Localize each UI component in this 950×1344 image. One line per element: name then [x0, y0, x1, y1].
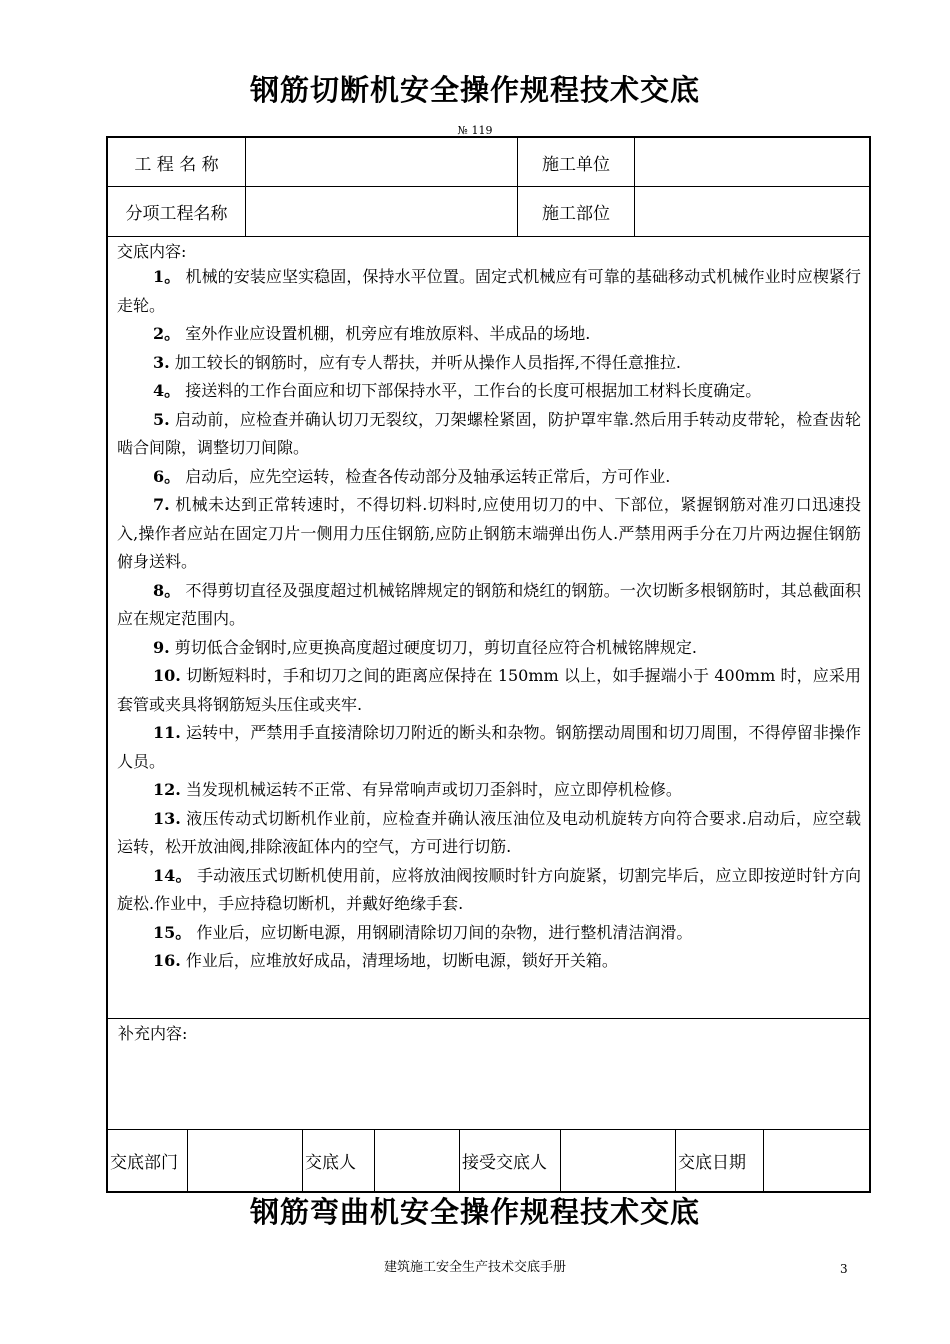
construction-unit-label: 施工单位: [518, 138, 635, 186]
content-item: [117, 320, 861, 349]
signoff-row: [108, 1130, 869, 1191]
item-text: 当发现机械运转不正常、有异常响声或切刀歪斜时，应立即停机检修。: [180, 780, 682, 799]
dept-label: 交底部门: [108, 1130, 188, 1191]
construction-part-label: 施工部位: [518, 187, 635, 236]
item-text: 作业后，应堆放好成品，清理场地，切断电源，锁好开关箱。: [180, 951, 618, 970]
item-number: 1。: [153, 267, 181, 286]
receiver-label: 接受交底人: [460, 1130, 561, 1191]
content-item: [117, 634, 861, 663]
item-number: 10.: [153, 666, 181, 685]
item-text: 不得剪切直径及强度超过机械铭牌规定的钢筋和烧红的钢筋。一次切断多根钢筋时，其总截面积应在规定范围内。: [117, 580, 861, 628]
content-item: [117, 947, 861, 976]
item-number: 14。: [153, 865, 192, 885]
disclosure-form: [106, 136, 871, 1193]
content-item: [117, 577, 861, 634]
sub-project-field[interactable]: [246, 187, 518, 236]
content-item: [117, 263, 861, 320]
project-row: [108, 138, 869, 187]
construction-part-field[interactable]: [635, 187, 869, 236]
item-number: 2。: [153, 324, 181, 343]
next-section-title: 钢筋弯曲机安全操作规程技术交底: [249, 1195, 700, 1229]
content-item: [117, 919, 861, 948]
person-field[interactable]: [375, 1130, 460, 1191]
item-number: 4。: [153, 381, 181, 400]
item-number: 13.: [153, 808, 181, 828]
content-item: [117, 377, 861, 406]
item-number: 6。: [153, 466, 181, 486]
item-number: 12.: [153, 780, 181, 799]
content-item: [117, 349, 861, 378]
item-text: 机械的安装应坚实稳固，保持水平位置。固定式机械应有可靠的基础移动式机械作业时应楔紧行走轮。: [117, 267, 861, 315]
item-text: 室外作业应设置机棚，机旁应有堆放原料、半成品的场地.: [180, 324, 591, 343]
item-text: 启动前，应检查并确认切刀无裂纹，刀架螺栓紧固，防护罩牢靠.然后用手转动皮带轮，检查齿轮啮合间隙，调整切刀间隙。: [117, 409, 861, 457]
item-number: 16.: [153, 951, 181, 970]
item-number: 3.: [153, 352, 170, 372]
item-text: 作业后，应切断电源，用钢刷清除切刀间的杂物，进行整机清洁润滑。: [191, 922, 693, 942]
item-number: 9.: [153, 637, 170, 657]
document-number: № 119: [457, 124, 493, 137]
item-number: 11.: [153, 723, 181, 742]
date-field[interactable]: [764, 1130, 869, 1191]
date-label: 交底日期: [676, 1130, 764, 1191]
receiver-field[interactable]: [561, 1130, 676, 1191]
item-text: 手动液压式切断机使用前，应将放油阀按顺时针方向旋紧，切割完毕后，应立即按逆时针方向旋松.作业中，手应持稳切断机，并戴好绝缘手套.: [117, 865, 861, 913]
page-footer: 建筑施工安全生产技术交底手册: [383, 1260, 566, 1275]
item-text: 机械未达到正常转速时，不得切料.切料时,应使用切刀的中、下部位，紧握钢筋对准刃口迅速投入,操作者应站在固定刀片一侧用力压住钢筋,应防止钢筋末端弹出伤人.严禁用两手分在刀片两边握住钢筋俯身送料。: [117, 495, 861, 571]
item-number: 7.: [153, 495, 170, 514]
item-number: 8。: [153, 580, 181, 600]
content-item: [117, 862, 861, 919]
content-items: [117, 263, 861, 976]
content-item: [117, 491, 861, 577]
content-item: [117, 719, 861, 776]
supplement-label: 补充内容:: [118, 1024, 188, 1043]
content-item: [117, 406, 861, 463]
item-number: 5.: [153, 409, 170, 429]
item-text: 加工较长的钢筋时，应有专人帮扶，并听从操作人员指挥,不得任意推拉.: [169, 352, 681, 372]
supplement-section[interactable]: [108, 1019, 869, 1130]
item-text: 切断短料时，手和切刀之间的距离应保持在 150mm 以上，如手握端小于 400mm 时，应采用套管或夹具将钢筋短头压住或夹牢.: [117, 666, 861, 714]
page-number: 3: [840, 1262, 848, 1276]
dept-field[interactable]: [188, 1130, 303, 1191]
project-name-field[interactable]: [246, 138, 518, 186]
content-item: [117, 463, 861, 492]
item-text: 接送料的工作台面应和切下部保持水平，工作台的长度可根据加工材料长度确定。: [180, 381, 762, 400]
item-text: 剪切低合金钢时,应更换高度超过硬度切刀，剪切直径应符合机械铭牌规定.: [169, 637, 697, 657]
project-name-label: 工 程 名 称: [108, 138, 246, 186]
item-text: 运转中，严禁用手直接清除切刀附近的断头和杂物。钢筋摆动周围和切刀周围，不得停留非操作人员。: [117, 723, 861, 771]
content-item: [117, 805, 861, 862]
disclosure-content: [108, 237, 869, 1019]
document-title: 钢筋切断机安全操作规程技术交底: [249, 73, 700, 107]
sub-project-row: [108, 187, 869, 237]
construction-unit-field[interactable]: [635, 138, 869, 186]
sub-project-label: 分项工程名称: [108, 187, 246, 236]
item-text: 启动后，应先空运转，检查各传动部分及轴承运转正常后，方可作业.: [180, 466, 671, 486]
content-item: [117, 776, 861, 805]
item-text: 液压传动式切断机作业前，应检查并确认液压油位及电动机旋转方向符合要求.启动后，应空载运转，松开放油阀,排除液缸体内的空气，方可进行切筋.: [117, 808, 861, 856]
item-number: 15。: [153, 922, 192, 942]
content-item: [117, 662, 861, 719]
person-label: 交底人: [303, 1130, 375, 1191]
content-label: 交底内容:: [117, 242, 187, 261]
